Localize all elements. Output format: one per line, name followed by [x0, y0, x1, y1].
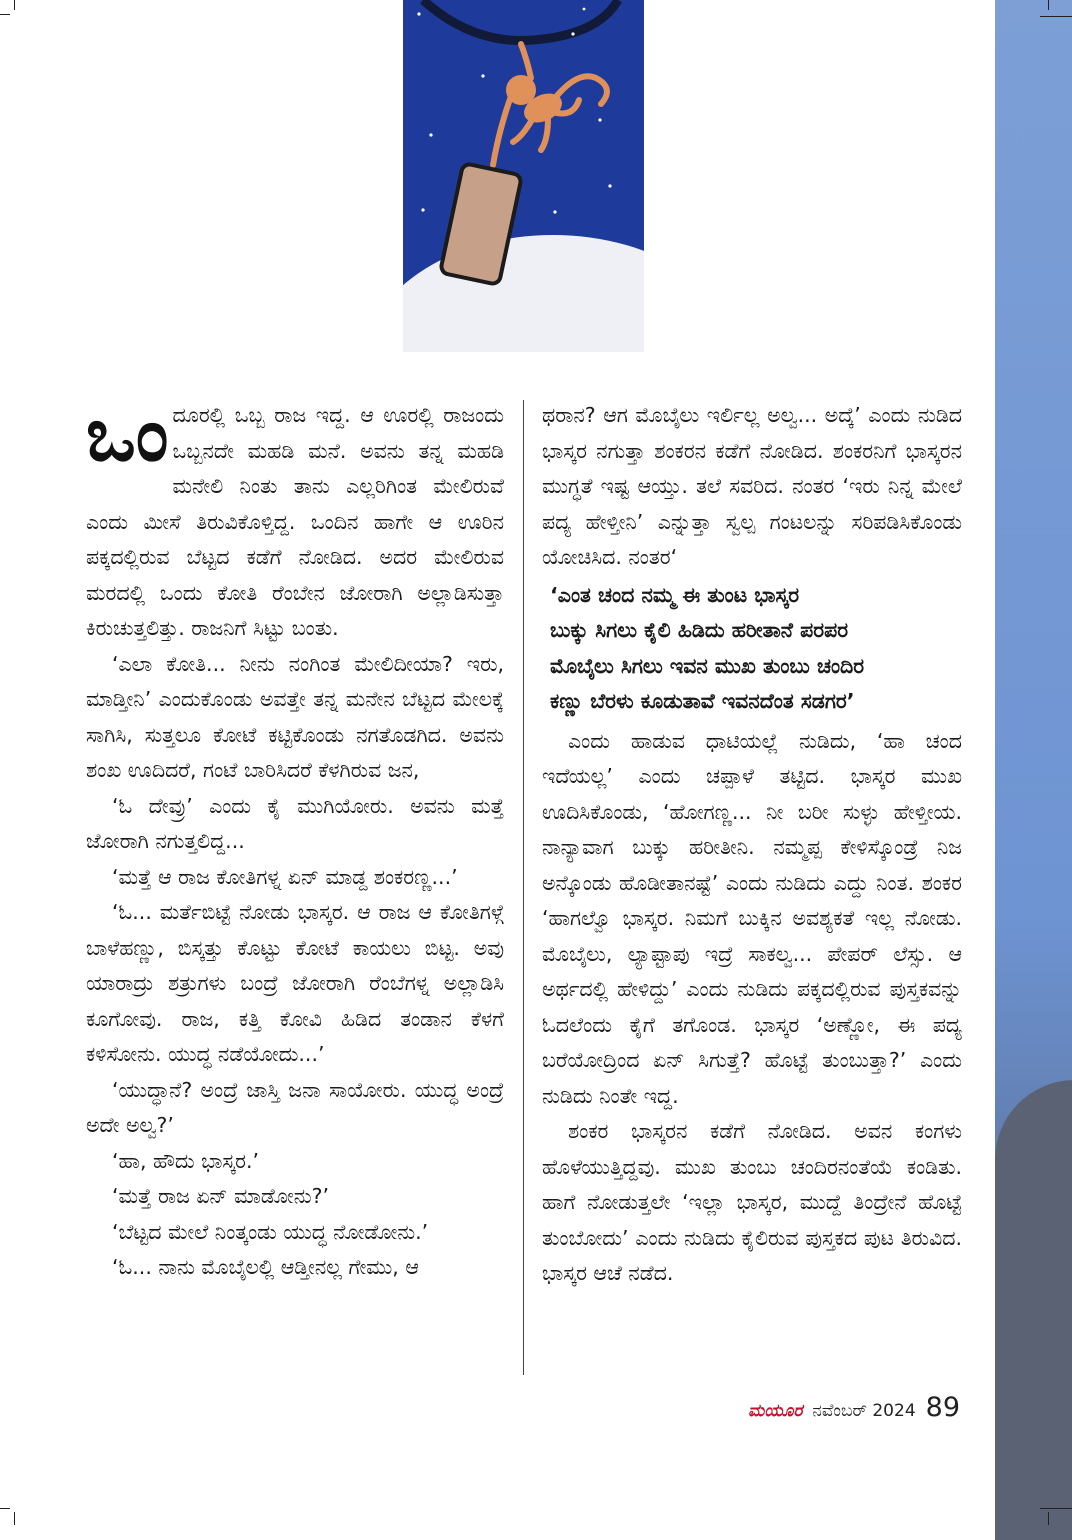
body-paragraph: ಶಂಕರ ಭಾಸ್ಕರನ ಕಡೆಗೆ ನೋಡಿದ. ಅವನ ಕಂಗಳು ಹೊಳೆಯುತ್ತಿದ್ದವು. ಮುಖ ತುಂಬು ಚಂದಿರನಂತೆಯೆ ಕಂಡಿತು. ಹಾಗೆ ನೋಡುತ್ತಲೇ ‘ಇಲ್ಲಾ ಭಾಸ್ಕರ, ಮುದ್ದೆ ತಿಂದ್ರೇನೆ ಹೊಟ್ಟೆ ತುಂಬೋದು’ ಎಂದು ನುಡಿದು ಕೈಲಿರುವ ಪುಸ್ತಕದ ಪುಟ ತಿರುವಿದ. ಭಾಸ್ಕರ ಆಚೆ ನಡೆದ. [542, 1119, 962, 1285]
body-paragraph: ‘ಓ... ಮರ್ತೆಬಿಟ್ಟೆ ನೋಡು ಭಾಸ್ಕರ. ಆ ರಾಜ ಆ ಕೋತಿಗಳ್ಗೆ ಬಾಳೆಹಣ್ಣು, ಬಿಸ್ಕತ್ತು ಕೊಟ್ಟು ಕೋಟೆ ಕಾಯಲು ಬಿಟ್ಟ. ಅವು ಯಾರಾದ್ರು ಶತ್ರುಗಳು ಬಂದ್ರೆ ಜೋರಾಗಿ ರೆಂಬೆಗಳ್ನ ಅಲ್ಲಾಡಿಸಿ ಕೂಗೋವು. ರಾಜ, ಕತ್ತಿ ಕೋವಿ ಹಿಡಿದ ತಂಡಾನ ಕೆಳಗೆ ಕಳಿಸೋನು. ಯುದ್ಧ ನಡೆಯೋದು...’ [86, 900, 504, 1066]
crop-mark [14, 1512, 15, 1525]
crop-mark [0, 1508, 10, 1509]
crop-mark [1040, 1508, 1072, 1509]
decorative-side-strip [995, 0, 1072, 1525]
body-paragraph: ‘ಯುದ್ಧಾನೆ? ಅಂದ್ರೆ ಜಾಸ್ತಿ ಜನಾ ಸಾಯೋರು. ಯುದ್ಧ ಅಂದ್ರೆ ಅದೇ ಅಲ್ವ?’ [86, 1077, 504, 1137]
column-divider [523, 400, 524, 1375]
crop-mark [1040, 16, 1072, 17]
story-illustration [403, 0, 644, 352]
dropcap: ಒಂ [86, 392, 169, 478]
issue-date: ನವೆಂಬರ್ 2024 [812, 1401, 916, 1421]
monkey-phone-illustration [403, 0, 644, 352]
body-paragraph: ಎಂದು ಹಾಡುವ ಧಾಟಿಯಲ್ಲೆ ನುಡಿದು, ‘ಹಾ ಚಂದ ಇದೆಯಲ್ಲ’ ಎಂದು ಚಪ್ಪಾಳೆ ತಟ್ಟಿದ. ಭಾಸ್ಕರ ಮುಖ ಊದಿಸಿಕೊಂಡು, ‘ಹೋಗಣ್ಣ... ನೀ ಬರೀ ಸುಳ್ಳು ಹೇಳ್ತೀಯ. ನಾನ್ಯಾವಾಗ ಬುಕ್ಕು ಹರೀತೀನಿ. ನಮ್ಮಪ್ಪ ಕೇಳಿಸ್ಕೊಂಡ್ರೆ ನಿಜ ಅನ್ಕೊಂಡು ಹೊಡೀತಾನಷ್ಟೆ’ ಎಂದು ನುಡಿದು ಎದ್ದು ನಿಂತ. ಶಂಕರ ‘ಹಾಗಲ್ವೊ ಭಾಸ್ಕರ. ನಿಮಗೆ ಬುಕ್ಕಿನ ಅವಶ್ಯಕತೆ ಇಲ್ಲ ನೋಡು. ಮೊಬೈಲು, ಲ್ಯಾಪ್ಟಾಪು ಇದ್ರೆ ಸಾಕಲ್ವ... ಪೇಪರ್ ಲೆಸ್ಸು. ಆ ಅರ್ಥದಲ್ಲಿ ಹೇಳಿದ್ದು’ ಎಂದು ನುಡಿದು ಪಕ್ಕದಲ್ಲಿರುವ ಪುಸ್ತಕವನ್ನು ಓದಲೆಂದು ಕೈಗೆ ತಗೊಂಡ. ಭಾಸ್ಕರ ‘ಅಣ್ಣೋ, ಈ ಪದ್ಯ ಬರೆಯೋದ್ರಿಂದ ಏನ್ ಸಿಗುತ್ತೆ? ಹೊಟ್ಟೆ ತುಂಬುತ್ತಾ?’ ಎಂದು ನುಡಿದು ನಿಂತೇ ಇದ್ದ. [542, 728, 962, 1108]
left-column [86, 392, 504, 1286]
crop-mark [0, 14, 10, 15]
poem-line: ಬುಕ್ಕು ಸಿಗಲು ಕೈಲಿ ಹಿಡಿದು ಹರೀತಾನೆ ಪರಪರ [550, 618, 849, 642]
poem-line: ‘ಎಂತ ಚಂದ ನಮ್ಮ ಈ ತುಂಟ ಭಾಸ್ಕರ [550, 582, 800, 607]
opening-paragraph [86, 392, 504, 647]
poem-line: ಮೊಬೈಲು ಸಿಗಲು ಇವನ ಮುಖ ತುಂಬು ಚಂದಿರ [550, 653, 865, 678]
decorative-wave [995, 1080, 1072, 1540]
opening-paragraph-text: ದೂರಲ್ಲಿ ಒಬ್ಬ ರಾಜ ಇದ್ದ. ಆ ಊರಲ್ಲಿ ರಾಜಂದು ಒಬ್ಬನದೇ ಮಹಡಿ ಮನೆ. ಅವನು ತನ್ನ ಮಹಡಿ ಮನೇಲಿ ನಿಂತು ತಾನು ಎಲ್ಲರಿಗಿಂತ ಮೇಲಿರುವೆ ಎಂದು ಮೀಸೆ ತಿರುವಿಕೊಳ್ತಿದ್ದ. ಒಂದಿನ ಹಾಗೇ ಆ ಊರಿನ ಪಕ್ಕದಲ್ಲಿರುವ ಬೆಟ್ಟದ ಕಡೆಗೆ ನೋಡಿದ. ಅದರ ಮೇಲಿರುವ ಮರದಲ್ಲಿ ಒಂದು ಕೋತಿ ರೆಂಬೇನ ಜೋರಾಗಿ ಅಲ್ಲಾಡಿಸುತ್ತಾ ಕಿರುಚುತ್ತಲಿತ್ತು. ರಾಜನಿಗೆ ಸಿಟ್ಟು ಬಂತು. [86, 403, 504, 640]
body-paragraph: ‘ಓ... ನಾನು ಮೊಬೈಲಲ್ಲಿ ಆಡ್ತೀನಲ್ಲ ಗೇಮು, ಆ [112, 1255, 419, 1279]
right-column [542, 398, 962, 1292]
crop-mark [1048, 0, 1049, 10]
body-paragraph: ‘ಓ ದೇವ್ರು’ ಎಂದು ಕೈ ಮುಗಿಯೋರು. ಅವನು ಮತ್ತೆ ಜೋರಾಗಿ ನಗುತ್ತಲಿದ್ದ... [86, 793, 504, 853]
page-footer [748, 1392, 960, 1423]
body-paragraph: ‘ಬೆಟ್ಟದ ಮೇಲೆ ನಿಂತ್ಕಂಡು ಯುದ್ಧ ನೋಡೋನು.’ [112, 1219, 429, 1244]
body-paragraph: ‘ಹಾ, ಹೌದು ಭಾಸ್ಕರ.’ [112, 1148, 260, 1173]
body-paragraph: ‘ಮತ್ತೆ ರಾಜ ಏನ್ ಮಾಡೋನು?’ [112, 1184, 330, 1208]
poem [550, 578, 962, 720]
body-paragraph: ‘ಎಲಾ ಕೋತಿ... ನೀನು ನಂಗಿಂತ ಮೇಲಿದೀಯಾ? ಇರು, ಮಾಡ್ತೀನಿ’ ಎಂದುಕೊಂಡು ಅವತ್ತೇ ತನ್ನ ಮನೇನ ಬೆಟ್ಟದ ಮೇಲಕ್ಕೆ ಸಾಗಿಸಿ, ಸುತ್ತಲೂ ಕೋಟೆ ಕಟ್ಟಿಕೊಂಡು ನಗತೊಡಗಿದ. ಅವನು ಶಂಖ ಊದಿದರೆ, ಗಂಟೆ ಬಾರಿಸಿದರೆ ಕೆಳಗಿರುವ ಜನ, [86, 651, 504, 782]
magazine-logo: ಮಯೂರ [748, 1401, 803, 1421]
page-number: 89 [925, 1392, 960, 1423]
crop-mark [14, 0, 15, 10]
body-paragraph: ಥರಾನ? ಆಗ ಮೊಬೈಲು ಇರ್ಲಿಲ್ಲ ಅಲ್ವ... ಅದ್ಕೆ’ ಎಂದು ನುಡಿದ ಭಾಸ್ಕರ ನಗುತ್ತಾ ಶಂಕರನ ಕಡೆಗೆ ನೋಡಿದ. ಶಂಕರನಿಗೆ ಭಾಸ್ಕರನ ಮುಗ್ಧತೆ ಇಷ್ಟ ಆಯ್ತು. ತಲೆ ಸವರಿದ. ನಂತರ ‘ಇರು ನಿನ್ನ ಮೇಲೆ ಪದ್ಯ ಹೇಳ್ತೀನಿ’ ಎನ್ನುತ್ತಾ ಸ್ವಲ್ಪ ಗಂಟಲನ್ನು ಸರಿಪಡಿಸಿಕೊಂಡು ಯೋಚಿಸಿದ. ನಂತರ‘ [542, 403, 962, 569]
crop-mark [1048, 1512, 1049, 1525]
poem-line: ಕಣ್ಣು ಬೆರಳು ಕೂಡುತಾವೆ ಇವನದೆಂತ ಸಡಗರ’ [550, 689, 855, 713]
body-paragraph: ‘ಮತ್ತೆ ಆ ರಾಜ ಕೋತಿಗಳ್ನ ಏನ್ ಮಾಡ್ದ ಶಂಕರಣ್ಣ...’ [112, 864, 458, 889]
